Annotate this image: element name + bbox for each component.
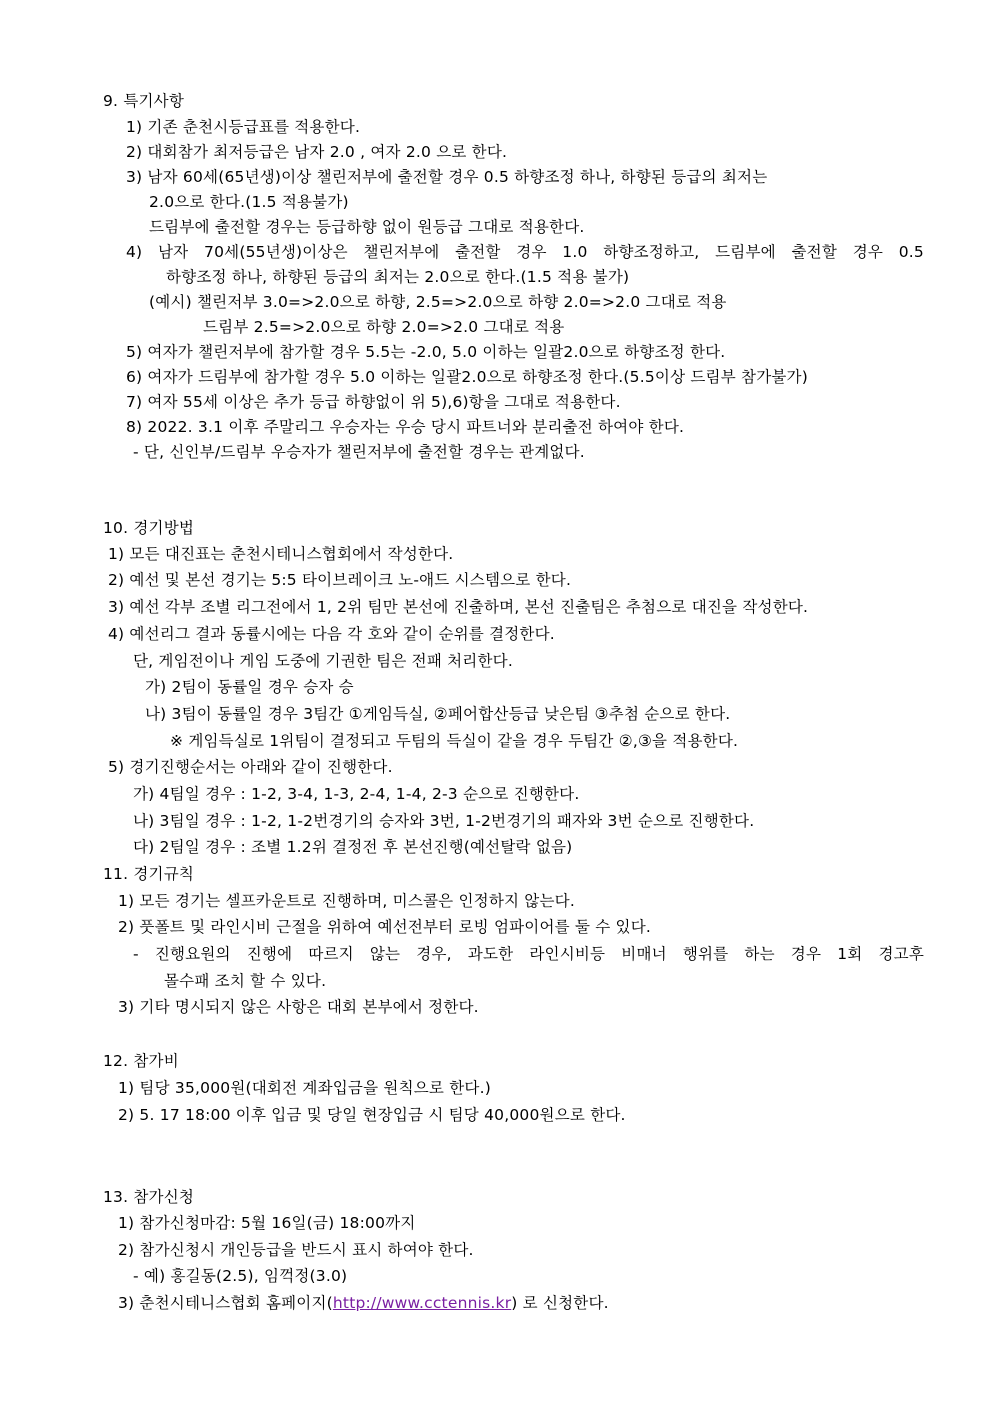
s10-item-4: 4) 예선리그 결과 동률시에는 다음 각 호와 같이 순위를 결정한다. [108,625,555,643]
section-11-title: 11. 경기규칙 [103,865,195,883]
s11-item-2: 2) 풋폴트 및 라인시비 근절을 위하여 예선전부터 로빙 엄파이어를 둘 수 있다. [118,918,652,936]
s10-item-5-na: 나) 3팀일 경우 : 1-2, 1-2번경기의 승자와 3번, 1-2번경기의 패자와 3번 순으로 진행한다. [133,812,755,830]
section-10-title: 10. 경기방법 [103,519,195,537]
section-9-title: 9. 특기사항 [103,92,185,110]
section-13-title: 13. 참가신청 [103,1188,195,1206]
s9-item-1: 1) 기존 춘천시등급표를 적용한다. [126,118,361,136]
s13-item-3 [118,1293,609,1313]
s13-item-2-example: - 예) 홍길동(2.5), 임꺽정(3.0) [133,1267,348,1285]
s9-item-4: 4) 남자 70세(55년생)이상은 챌린저부에 출전할 경우 1.0 하향조정하고, 드림부에 출전할 경우 0.5 [126,243,924,261]
s9-item-8-note: - 단, 신인부/드림부 우승자가 챌린저부에 출전할 경우는 관계없다. [133,443,585,461]
s9-item-7: 7) 여자 55세 이상은 추가 등급 하향없이 위 5),6)항을 그대로 적용한다. [126,393,621,411]
s9-item-3-cont: 2.0으로 한다.(1.5 적용불가) [149,193,349,211]
s9-item-3: 3) 남자 60세(65년생)이상 챌린저부에 출전할 경우 0.5 하향조정 하나, 하향된 등급의 최저는 [126,168,768,186]
s10-item-5-ga: 가) 4팀일 경우 : 1-2, 3-4, 1-3, 2-4, 1-4, 2-3 순으로 진행한다. [133,785,580,803]
s10-item-3: 3) 예선 각부 조별 리그전에서 1, 2위 팀만 본선에 진출하며, 본선 진출팀은 추첨으로 대진을 작성한다. [108,598,809,616]
s13-item-3-prefix: 3) 춘천시테니스협회 홈페이지( [118,1294,333,1312]
s10-item-1: 1) 모든 대진표는 춘천시테니스협회에서 작성한다. [108,545,454,563]
s13-item-2: 2) 참가신청시 개인등급을 반드시 표시 하여야 한다. [118,1241,474,1259]
s12-item-2: 2) 5. 17 18:00 이후 입금 및 당일 현장입금 시 팀당 40,000원으로 한다. [118,1106,626,1124]
s9-item-5: 5) 여자가 챌린저부에 참가할 경우 5.5는 -2.0, 5.0 이하는 일괄2.0으로 하향조정 한다. [126,343,726,361]
s11-item-1: 1) 모든 경기는 셀프카운트로 진행하며, 미스콜은 인정하지 않는다. [118,892,575,910]
s9-item-6: 6) 여자가 드림부에 참가할 경우 5.0 이하는 일괄2.0으로 하향조정 한다.(5.5이상 드림부 참가불가) [126,368,808,386]
s10-item-4-remark: ※ 게임득실로 1위팀이 결정되고 두팀의 득실이 같을 경우 두팀간 ②,③을 적용한다. [170,732,739,750]
s9-item-4-example-dream: 드림부 2.5=>2.0으로 하향 2.0=>2.0 그대로 적용 [203,318,565,336]
s13-item-3-suffix: ) 로 신청한다. [511,1294,609,1312]
website-link[interactable]: http://www.cctennis.kr [332,1294,512,1312]
s9-item-4-example: (예시) 챌린저부 3.0=>2.0으로 하향, 2.5=>2.0으로 하향 2.0=>2.0 그대로 적용 [149,293,727,311]
s9-item-2: 2) 대회참가 최저등급은 남자 2.0 , 여자 2.0 으로 한다. [126,143,508,161]
s13-item-1: 1) 참가신청마감: 5월 16일(금) 18:00까지 [118,1214,416,1232]
s9-item-8: 8) 2022. 3.1 이후 주말리그 우승자는 우승 당시 파트너와 분리출전 하여야 한다. [126,418,685,436]
s12-item-1: 1) 팀당 35,000원(대회전 계좌입금을 원칙으로 한다.) [118,1079,491,1097]
s11-item-3: 3) 기타 명시되지 않은 사항은 대회 본부에서 정한다. [118,998,479,1016]
s11-item-2-note-cont: 몰수패 조치 할 수 있다. [164,972,327,990]
section-12-title: 12. 참가비 [103,1052,179,1070]
s9-item-4-cont: 하향조정 하나, 하향된 등급의 최저는 2.0으로 한다.(1.5 적용 불가) [166,268,630,286]
s10-item-2: 2) 예선 및 본선 경기는 5:5 타이브레이크 노-애드 시스템으로 한다. [108,571,572,589]
s10-item-4-ga: 가) 2팀이 동률일 경우 승자 승 [145,678,354,696]
s10-item-4-note: 단, 게임전이나 게임 도중에 기권한 팀은 전패 처리한다. [133,652,513,670]
s9-item-3-note: 드림부에 출전할 경우는 등급하향 없이 원등급 그대로 적용한다. [149,218,585,236]
s10-item-5: 5) 경기진행순서는 아래와 같이 진행한다. [108,758,393,776]
s11-item-2-note: - 진행요원의 진행에 따르지 않는 경우, 과도한 라인시비등 비매너 행위를 하는 경우 1회 경고후 [133,945,924,963]
s10-item-5-da: 다) 2팀일 경우 : 조별 1.2위 결정전 후 본선진행(예선탈락 없음) [133,838,573,856]
s10-item-4-na: 나) 3팀이 동률일 경우 3팀간 ①게임득실, ②페어합산등급 낮은팀 ③추첨 순으로 한다. [145,705,731,723]
